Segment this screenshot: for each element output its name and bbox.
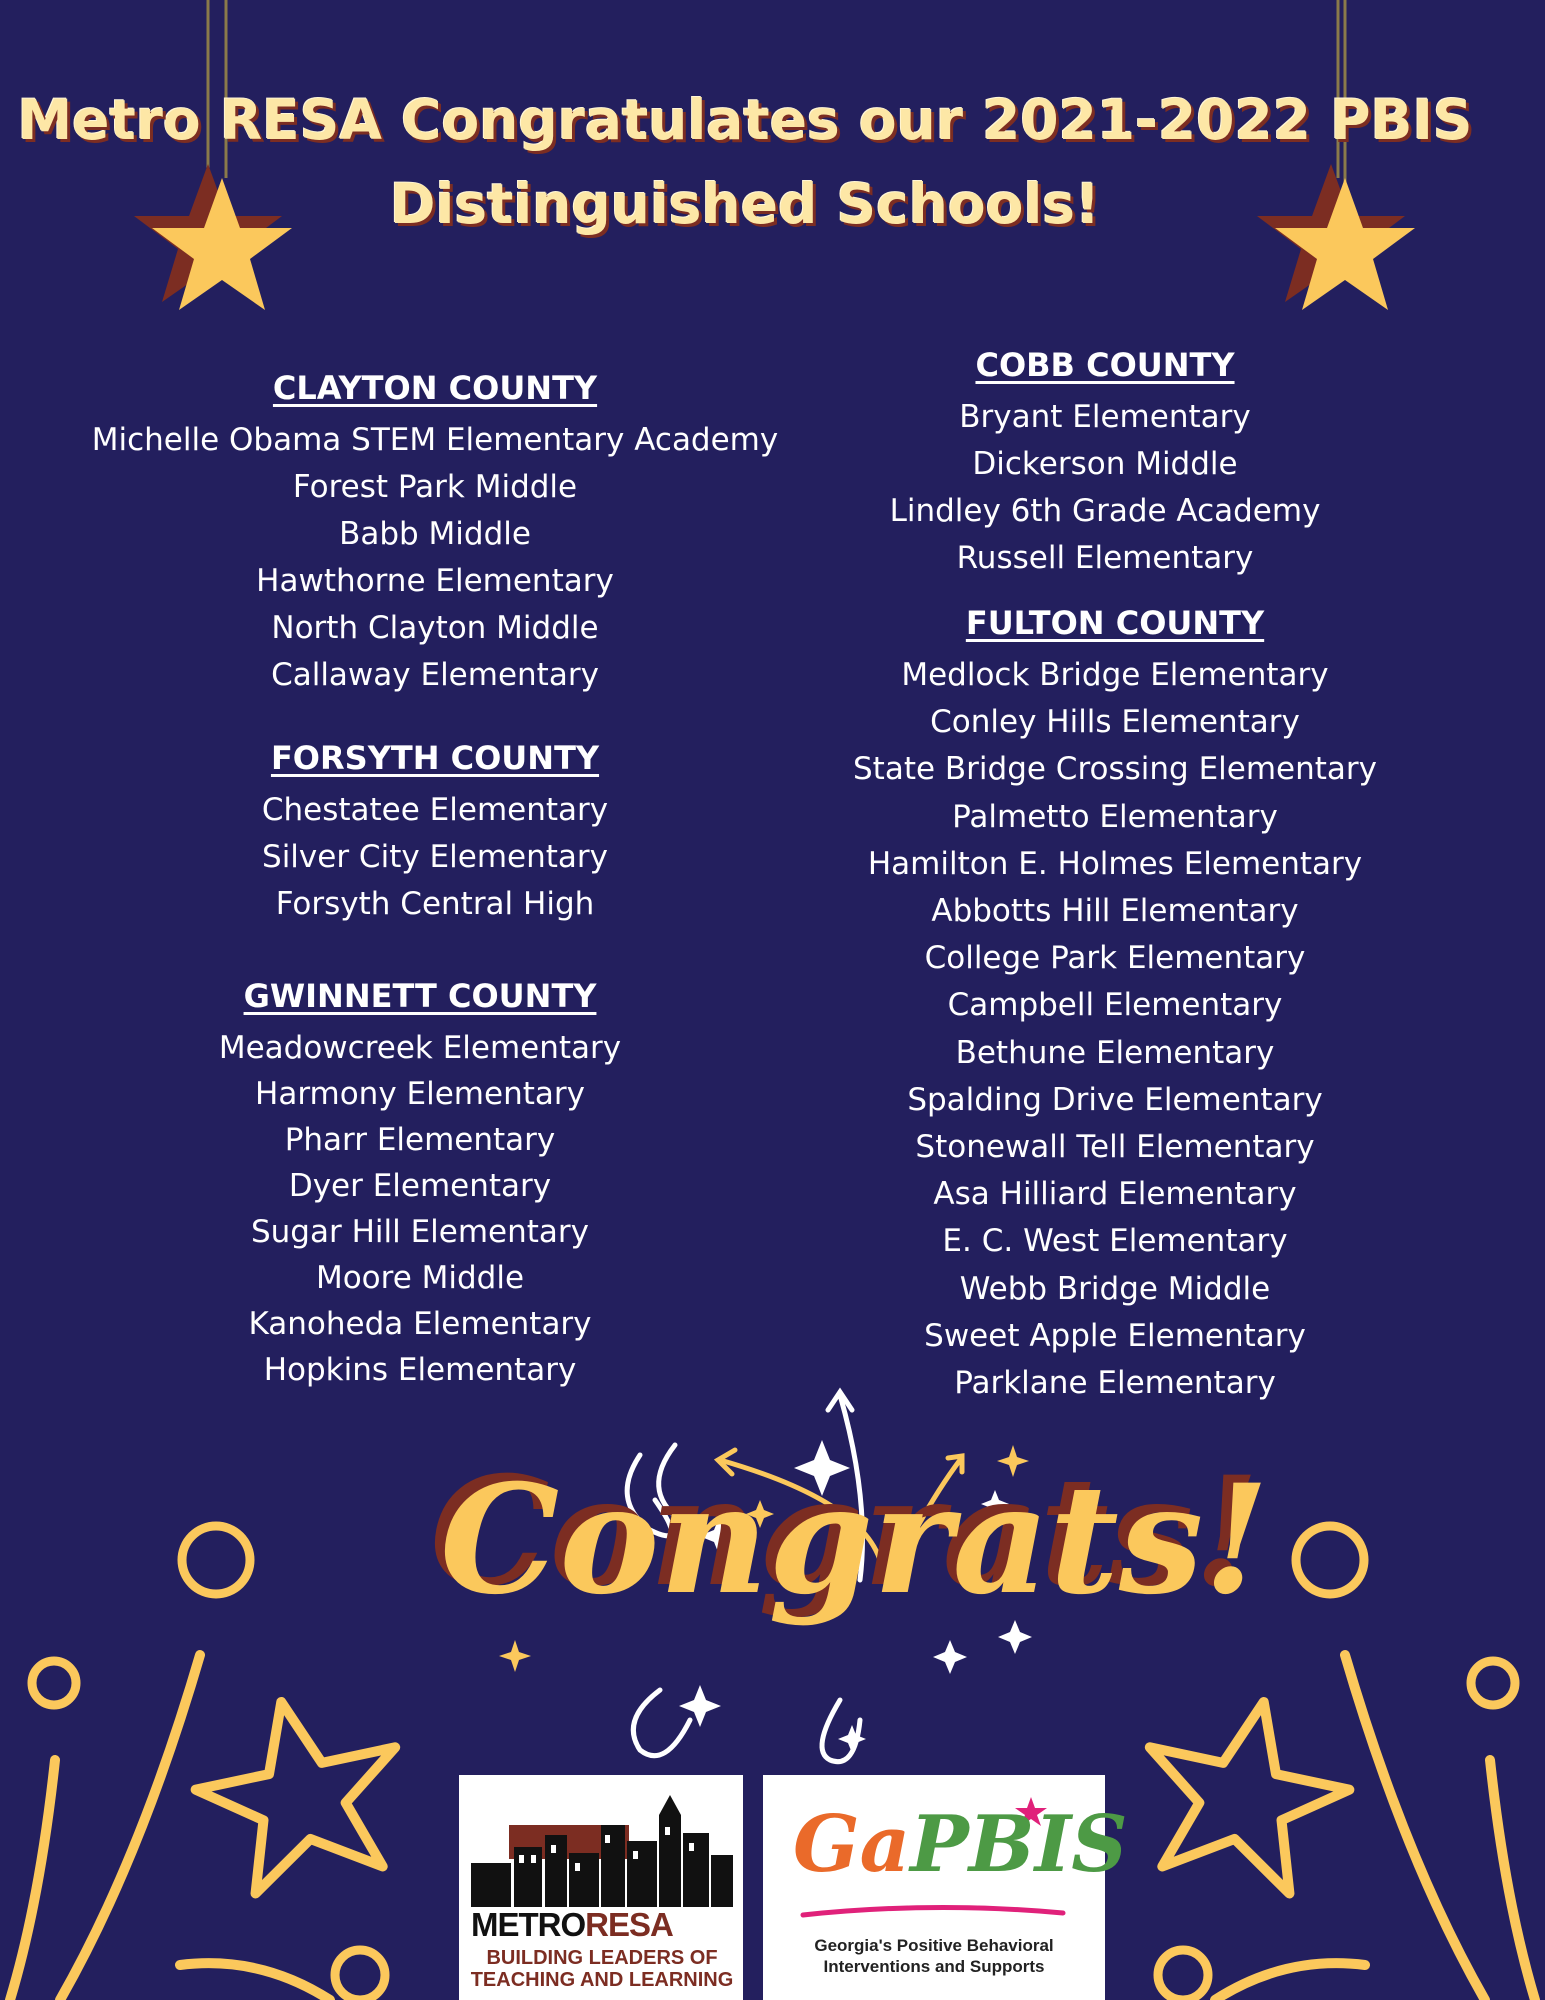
page-title — [0, 78, 1490, 246]
county-gwinnett — [70, 973, 770, 1393]
school-item: Asa Hilliard Elementary — [933, 1176, 1297, 1213]
school-item: Hopkins Elementary — [263, 1352, 577, 1388]
school-item: Harmony Elementary — [255, 1076, 585, 1112]
county-clayton — [90, 365, 780, 699]
county-heading: FULTON COUNTY — [965, 604, 1265, 642]
school-item: Forsyth Central High — [275, 886, 595, 922]
school-item: Abbotts Hill Elementary — [931, 893, 1299, 930]
school-item: North Clayton Middle — [271, 610, 599, 646]
school-item: Chestatee Elementary — [261, 792, 609, 828]
school-item: Meadowcreek Elementary — [218, 1030, 622, 1066]
skyline-icon — [459, 1775, 743, 1907]
metro-resa-wordmark: METRORESA — [471, 1906, 673, 1943]
school-list — [70, 1025, 770, 1393]
county-fulton — [815, 600, 1415, 1407]
congrats-lettering: Congrats! — [440, 1452, 1270, 1628]
school-item: E. C. West Elementary — [942, 1223, 1288, 1260]
county-cobb — [815, 342, 1395, 582]
gapbis-logo — [763, 1775, 1128, 2000]
school-item: Parklane Elementary — [954, 1365, 1276, 1402]
school-item: College Park Elementary — [924, 940, 1306, 977]
school-item: Campbell Elementary — [947, 987, 1283, 1024]
school-item: Sweet Apple Elementary — [924, 1317, 1306, 1354]
school-item: Forest Park Middle — [292, 469, 578, 505]
school-item: Lindley 6th Grade Academy — [889, 493, 1321, 529]
school-list — [90, 417, 780, 699]
school-item: Babb Middle — [339, 516, 531, 552]
school-item: Callaway Elementary — [271, 657, 599, 693]
school-item: Medlock Bridge Elementary — [901, 657, 1329, 693]
school-list — [815, 652, 1415, 1407]
school-item: Bryant Elementary — [959, 399, 1251, 435]
school-item: Hawthorne Elementary — [256, 563, 614, 599]
metro-resa-tagline: BUILDING LEADERS OF TEACHING AND LEARNING — [470, 1947, 734, 1991]
school-item: Webb Bridge Middle — [959, 1270, 1271, 1307]
school-list — [815, 394, 1395, 582]
county-forsyth — [90, 735, 780, 928]
county-heading: FORSYTH COUNTY — [270, 739, 600, 777]
school-item: Conley Hills Elementary — [930, 704, 1300, 741]
school-item: Palmetto Elementary — [952, 798, 1278, 835]
school-item: Michelle Obama STEM Elementary Academy — [91, 422, 779, 458]
school-item: Dickerson Middle — [972, 446, 1238, 482]
school-item: Hamilton E. Holmes Elementary — [867, 845, 1363, 882]
title-line-1: Metro RESA Congratulates our 2021-2022 PBIS — [17, 88, 1473, 152]
school-item: Russell Elementary — [956, 540, 1254, 576]
school-item: Silver City Elementary — [262, 839, 608, 875]
school-item: Stonewall Tell Elementary — [915, 1129, 1315, 1166]
school-item: Kanoheda Elementary — [248, 1306, 592, 1342]
county-heading: GWINNETT COUNTY — [243, 977, 597, 1015]
school-item: Dyer Elementary — [288, 1168, 552, 1204]
title-line-2: Distinguished Schools! — [389, 172, 1101, 236]
school-item: Bethune Elementary — [955, 1034, 1275, 1071]
school-item: Moore Middle — [315, 1260, 525, 1296]
school-item: Pharr Elementary — [284, 1122, 556, 1158]
school-item: Sugar Hill Elementary — [250, 1214, 590, 1250]
school-item: Spalding Drive Elementary — [907, 1081, 1323, 1118]
school-list — [90, 787, 780, 928]
gapbis-wordmark: GaPBIS — [793, 1799, 1128, 1890]
county-heading: CLAYTON COUNTY — [272, 369, 598, 407]
school-item: State Bridge Crossing Elementary — [852, 751, 1378, 788]
gapbis-tagline: Georgia's Positive Behavioral Interventions and Supports — [814, 1936, 1054, 1976]
county-heading: COBB COUNTY — [975, 346, 1235, 384]
metro-resa-logo — [459, 1775, 743, 2000]
